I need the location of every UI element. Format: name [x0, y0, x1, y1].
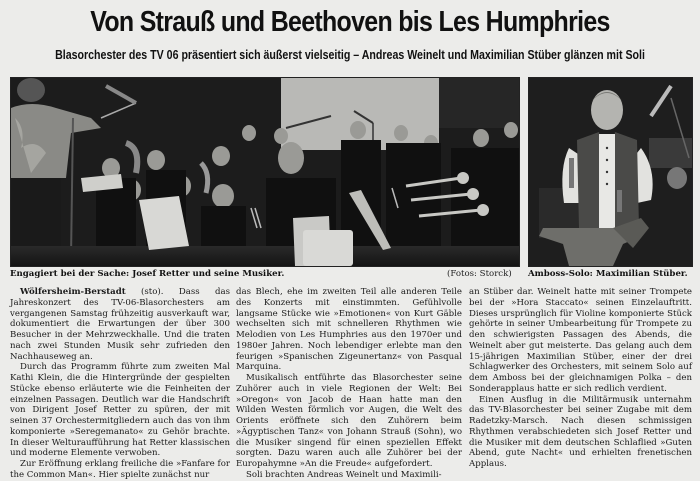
photo-credit: (Fotos: Storck) [447, 269, 512, 279]
paragraph [10, 287, 230, 362]
photo-caption-main: Engagiert bei der Sache: Josef Retter und seine Musiker. [10, 269, 285, 279]
paragraph: Soli brachten Andreas Weinelt und Maximili- [246, 469, 442, 480]
headline: Von Strauß und Beethoven bis Les Humphries [90, 6, 610, 38]
paragraph-text: (sto). Dass das Jahreskonzert des TV-06-Blasorchesters am vergangenen Samstag frühzeitig ausverkauft war, dokumentiert die Erwartungen der über 300 Besucher in der Mehrzweckhalle. Und die traten nach zwei Stunden Musik sehr zufrieden den Nachhauseweg an. [10, 287, 230, 362]
paragraph: Musikalisch entführte das Blasorchester seine Zuhörer auch in viele Regionen der Welt: Bei »Oregon« von Jacob de Haan hatte man den Wilden Westen förmlich vor Augen, die Welt des Orients eröffnete sich den Zuhörern beim »Ägyptischen Tanz« von Johann Strauß (Sohn), wo die Musiker singend für einen speziellen Effekt sorgten. Dazu waren auch alle Zuhörer bei der Europahymne »An die Freude« aufgefordert. [236, 373, 462, 469]
article-column-3 [469, 287, 692, 470]
dateline: Wölfersheim-Berstadt [20, 287, 126, 297]
article-column-2 [236, 287, 462, 481]
article-column-1 [10, 287, 230, 481]
paragraph: an Stüber dar. Weinelt hatte mit seiner Trompete bei der »Hora Staccato« seinen Einzelauftritt. Dieses ursprünglich für Violine komponierte Stück gehörte in seiner Umbearbeitung für Trompete zu den schwierigsten Passagen des Abends, die Weinelt aber gut meisterte. Das gelang auch dem 15-jährigen Maximilian Stüber, einer der drei Schlagwerker des Orchesters, mit seinem Solo auf dem Amboss bei der gleichnamigen Polka – den Sonderapplaus hatte er sich redlich verdient. [469, 287, 692, 394]
paragraph: das Blech, ehe im zweiten Teil alle anderen Teile des Konzerts mit einstimmten. Gefühlvolle langsame Stücke wie »Emotionen« von Kurt Gäble wechselten sich mit schnelleren Rhythmen wie Melodien von Les Humphries aus den 1970er und 1980er Jahren. Noch lebendiger erlebte man den feurigen »Spanischen Zigeunertanz« von Pasqual Marquina. [236, 287, 462, 373]
paragraph: Durch das Programm führte zum zweiten Mal Kathi Klein, die die Hintergründe der gespielten Stücke ebenso erläuterte wie die Feinheiten der einzelnen Passagen. Deutlich war die Handschrift von Dirigent Josef Retter zu spüren, der mit seinen 37 Orchestermitgliedern auch das von ihm komponierte »Seregemanato« zu Gehör brachte. In dieser Welturaufführung hat Retter klassischen und moderne Elemente verwoben. [10, 362, 230, 459]
orchestra-photo [10, 77, 520, 267]
paragraph: Einen Ausflug in die Militärmusik unternahm das TV-Blasorchester bei seiner Zugabe mit dem Radetzky-Marsch. Nach diesen schmissigen Rhythmen verabschiedeten sich Josef Retter und die Musiker mit dem deutschen Schlaflied »Guten Abend, gute Nacht« und erhielten frenetischen Applaus. [469, 394, 692, 469]
paragraph: Zur Eröffnung erklang freiliche die »Fanfare for the Common Man«. Hier spielte zunächst nur [10, 459, 230, 480]
subheadline: Blasorchester des TV 06 präsentiert sich äußerst vielseitig – Andreas Weinelt und Maximilian Stüber glänzen mit Soli [55, 48, 645, 62]
anvil-solo-photo [528, 77, 693, 267]
photo-caption-solo: Amboss-Solo: Maximilian Stüber. [528, 269, 688, 279]
